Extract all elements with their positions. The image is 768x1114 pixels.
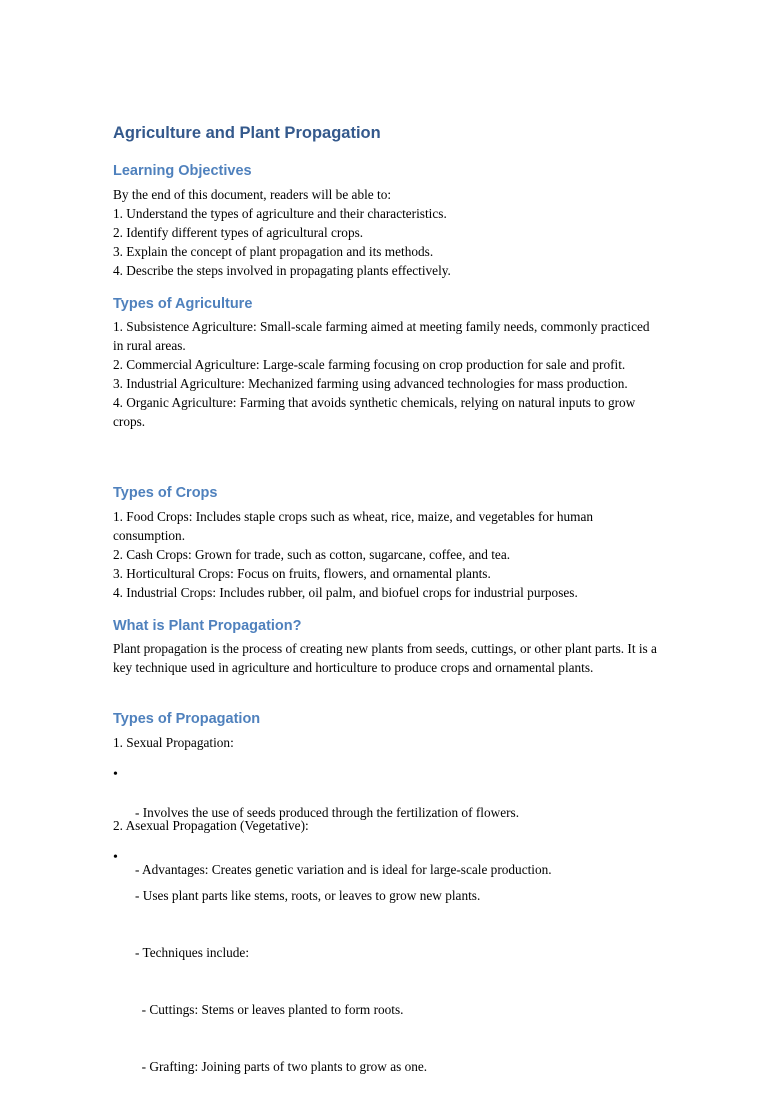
bullet-glyph: • (113, 767, 118, 782)
crops-item: 4. Industrial Crops: Includes rubber, oil palm, and biofuel crops for industrial purposes. (113, 585, 578, 600)
bullet-glyph: • (113, 850, 118, 865)
objectives-intro: By the end of this document, readers will be able to: (113, 187, 392, 202)
bullet-line: - Cuttings: Stems or leaves planted to form roots. (135, 1002, 404, 1017)
heading-learning-objectives: Learning Objectives (113, 163, 252, 179)
crops-item: 1. Food Crops: Includes staple crops such as wheat, rice, maize, and vegetables for human consumption. (113, 509, 594, 543)
asexual-propagation-label: 2. Asexual Propagation (Vegetative): (113, 818, 309, 833)
heading-types-of-agriculture: Types of Agriculture (113, 296, 253, 312)
bullet-text (135, 848, 480, 1114)
bullet-line: - Involves the use of seeds produced through the fertilization of flowers. (135, 805, 520, 820)
bullet-line: - Grafting: Joining parts of two plants to grow as one. (135, 1059, 428, 1074)
heading-what-is-plant-propagation: What is Plant Propagation? (113, 618, 302, 634)
agriculture-item: 4. Organic Agriculture: Farming that avoids synthetic chemicals, relying on natural inputs to grow crops. (113, 395, 636, 429)
agriculture-list (113, 317, 658, 431)
propagation-definition-text: Plant propagation is the process of creating new plants from seeds, cuttings, or other plant parts. It is a key technique used in agriculture and horticulture to produce crops and ornamental plants. (113, 641, 657, 675)
crops-item: 3. Horticultural Crops: Focus on fruits, flowers, and ornamental plants. (113, 566, 491, 581)
agriculture-item: 3. Industrial Agriculture: Mechanized farming using advanced technologies for mass production. (113, 376, 628, 391)
document-title: Agriculture and Plant Propagation (113, 124, 381, 142)
heading-types-of-crops: Types of Crops (113, 485, 218, 501)
bullet-line: - Uses plant parts like stems, roots, or leaves to grow new plants. (135, 888, 481, 903)
heading-types-of-propagation: Types of Propagation (113, 711, 261, 727)
propagation-definition (113, 639, 658, 677)
objective-item: 2. Identify different types of agricultural crops. (113, 225, 364, 240)
objective-item: 3. Explain the concept of plant propagation and its methods. (113, 244, 434, 259)
crops-list (113, 507, 658, 602)
bullet-line: - Techniques include: (135, 945, 250, 960)
objectives-text (113, 185, 658, 280)
agriculture-item: 1. Subsistence Agriculture: Small-scale farming aimed at meeting family needs, commonly practiced in rural areas. (113, 319, 650, 353)
objective-item: 1. Understand the types of agriculture and their characteristics. (113, 206, 447, 221)
crops-item: 2. Cash Crops: Grown for trade, such as cotton, sugarcane, coffee, and tea. (113, 547, 511, 562)
sexual-propagation-label: 1. Sexual Propagation: (113, 735, 234, 750)
objective-item: 4. Describe the steps involved in propagating plants effectively. (113, 263, 451, 278)
bullet-line: - Advantages: Creates genetic variation and is ideal for large-scale production. (135, 862, 552, 877)
agriculture-item: 2. Commercial Agriculture: Large-scale farming focusing on crop production for sale and profit. (113, 357, 626, 372)
